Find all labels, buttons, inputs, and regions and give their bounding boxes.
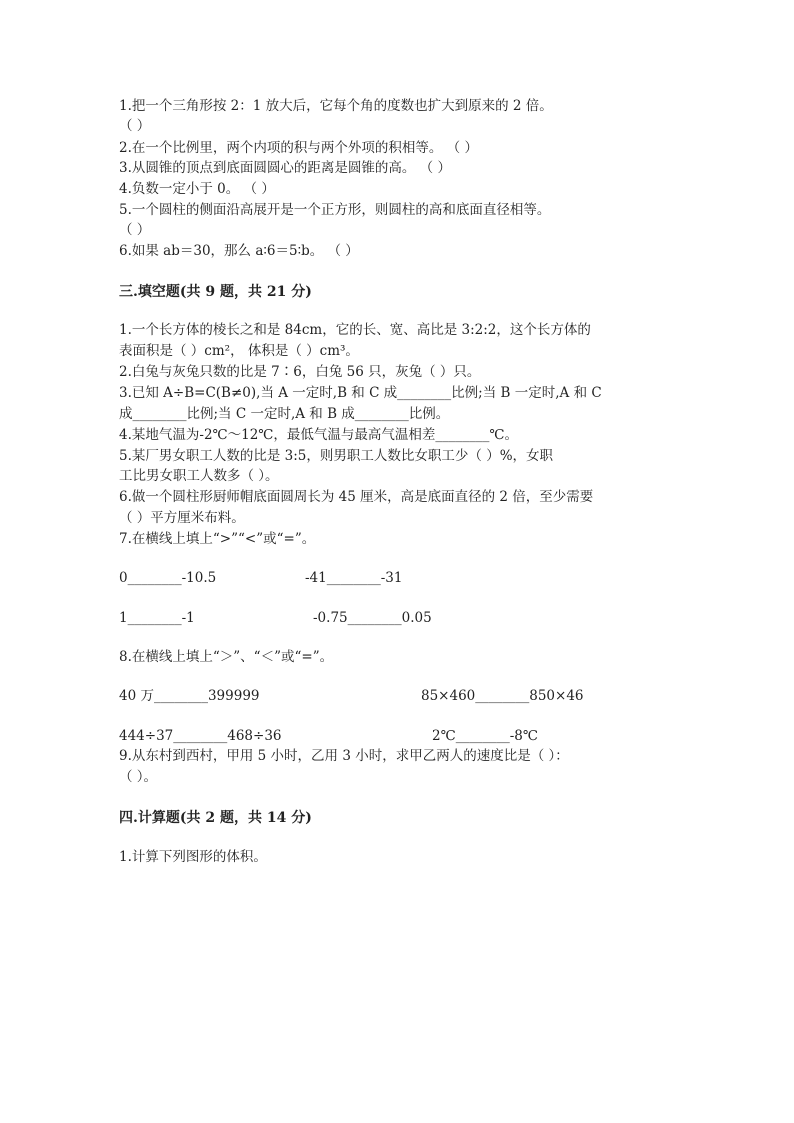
fill-q5-cont: 工比男女职工人数多（ ）。 (119, 468, 279, 484)
judge-q1: 1.把一个三角形按 2：1 放大后，它每个角的度数也扩大到原来的 2 倍。 (119, 98, 553, 114)
calc-q1: 1.计算下列图形的体积。 (119, 849, 267, 865)
fill-q1: 1.一个长方体的棱长之和是 84cm，它的长、宽、高比是 3:2:2，这个长方体的 (119, 322, 591, 338)
fill-q6: 6.做一个圆柱形厨师帽底面圆周长为 45 厘米，高是底面直径的 2 倍，至少需要 (119, 489, 594, 505)
section-3-title: 三.填空题(共 9 题，共 21 分) (119, 284, 312, 300)
judge-q4: 4.负数一定小于 0。 （ ） (119, 181, 275, 197)
judge-q6: 6.如果 ab＝30，那么 a∶6＝5∶b。 （ ） (119, 243, 359, 259)
q7-item-1: 0________-10.5 (119, 570, 217, 586)
judge-q5-answer: （ ） (119, 222, 151, 238)
q8-item-4: 2℃________-8℃ (432, 728, 538, 744)
q7-item-2: -41________-31 (305, 570, 403, 586)
fill-q8: 8.在横线上填上“＞”、“＜”或“=”。 (119, 649, 334, 665)
fill-q2: 2.白兔与灰兔只数的比是 7∶6，白兔 56 只，灰兔（ ）只。 (119, 364, 481, 380)
fill-q9: 9.从东村到西村，甲用 5 小时，乙用 3 小时，求甲乙两人的速度比是（ ）： (119, 748, 569, 764)
fill-q5: 5.某厂男女职工人数的比是 3:5，则男职工人数比女职工少（ ）%，女职 (119, 448, 554, 464)
q7-item-4: -0.75________0.05 (313, 610, 432, 626)
judge-q5: 5.一个圆柱的侧面沿高展开是一个正方形，则圆柱的高和底面直径相等。 (119, 202, 551, 218)
section-4-title: 四.计算题(共 2 题，共 14 分) (119, 810, 312, 826)
fill-q3-cont: 成________比例;当 C 一定时,A 和 B 成________比例。 (119, 406, 450, 422)
fill-q3: 3.已知 A÷B=C(B≠0),当 A 一定时,B 和 C 成________比例;当 B 一定时,A 和 C (119, 385, 602, 401)
fill-q4: 4.某地气温为-2℃～12℃，最低气温与最高气温相差________℃。 (119, 427, 519, 443)
judge-q1-answer: （ ） (119, 118, 151, 134)
q8-item-1: 40 万________399999 (119, 688, 260, 704)
fill-q7: 7.在横线上填上“>”“<”或“=”。 (119, 531, 316, 547)
judge-q2: 2.在一个比例里，两个内项的积与两个外项的积相等。 （ ） (119, 140, 478, 156)
fill-q1-cont: 表面积是（ ）cm²， 体积是（ ）cm³。 (119, 343, 359, 359)
judge-q3: 3.从圆锥的顶点到底面圆圆心的距离是圆锥的高。 （ ） (119, 160, 451, 176)
fill-q9-cont: （ ）。 (119, 769, 158, 785)
q8-item-3: 444÷37________468÷36 (119, 728, 282, 744)
q7-item-3: 1________-1 (119, 610, 195, 626)
q8-item-2: 85×460________850×46 (421, 688, 584, 704)
fill-q6-cont: （ ）平方厘米布料。 (119, 510, 245, 526)
